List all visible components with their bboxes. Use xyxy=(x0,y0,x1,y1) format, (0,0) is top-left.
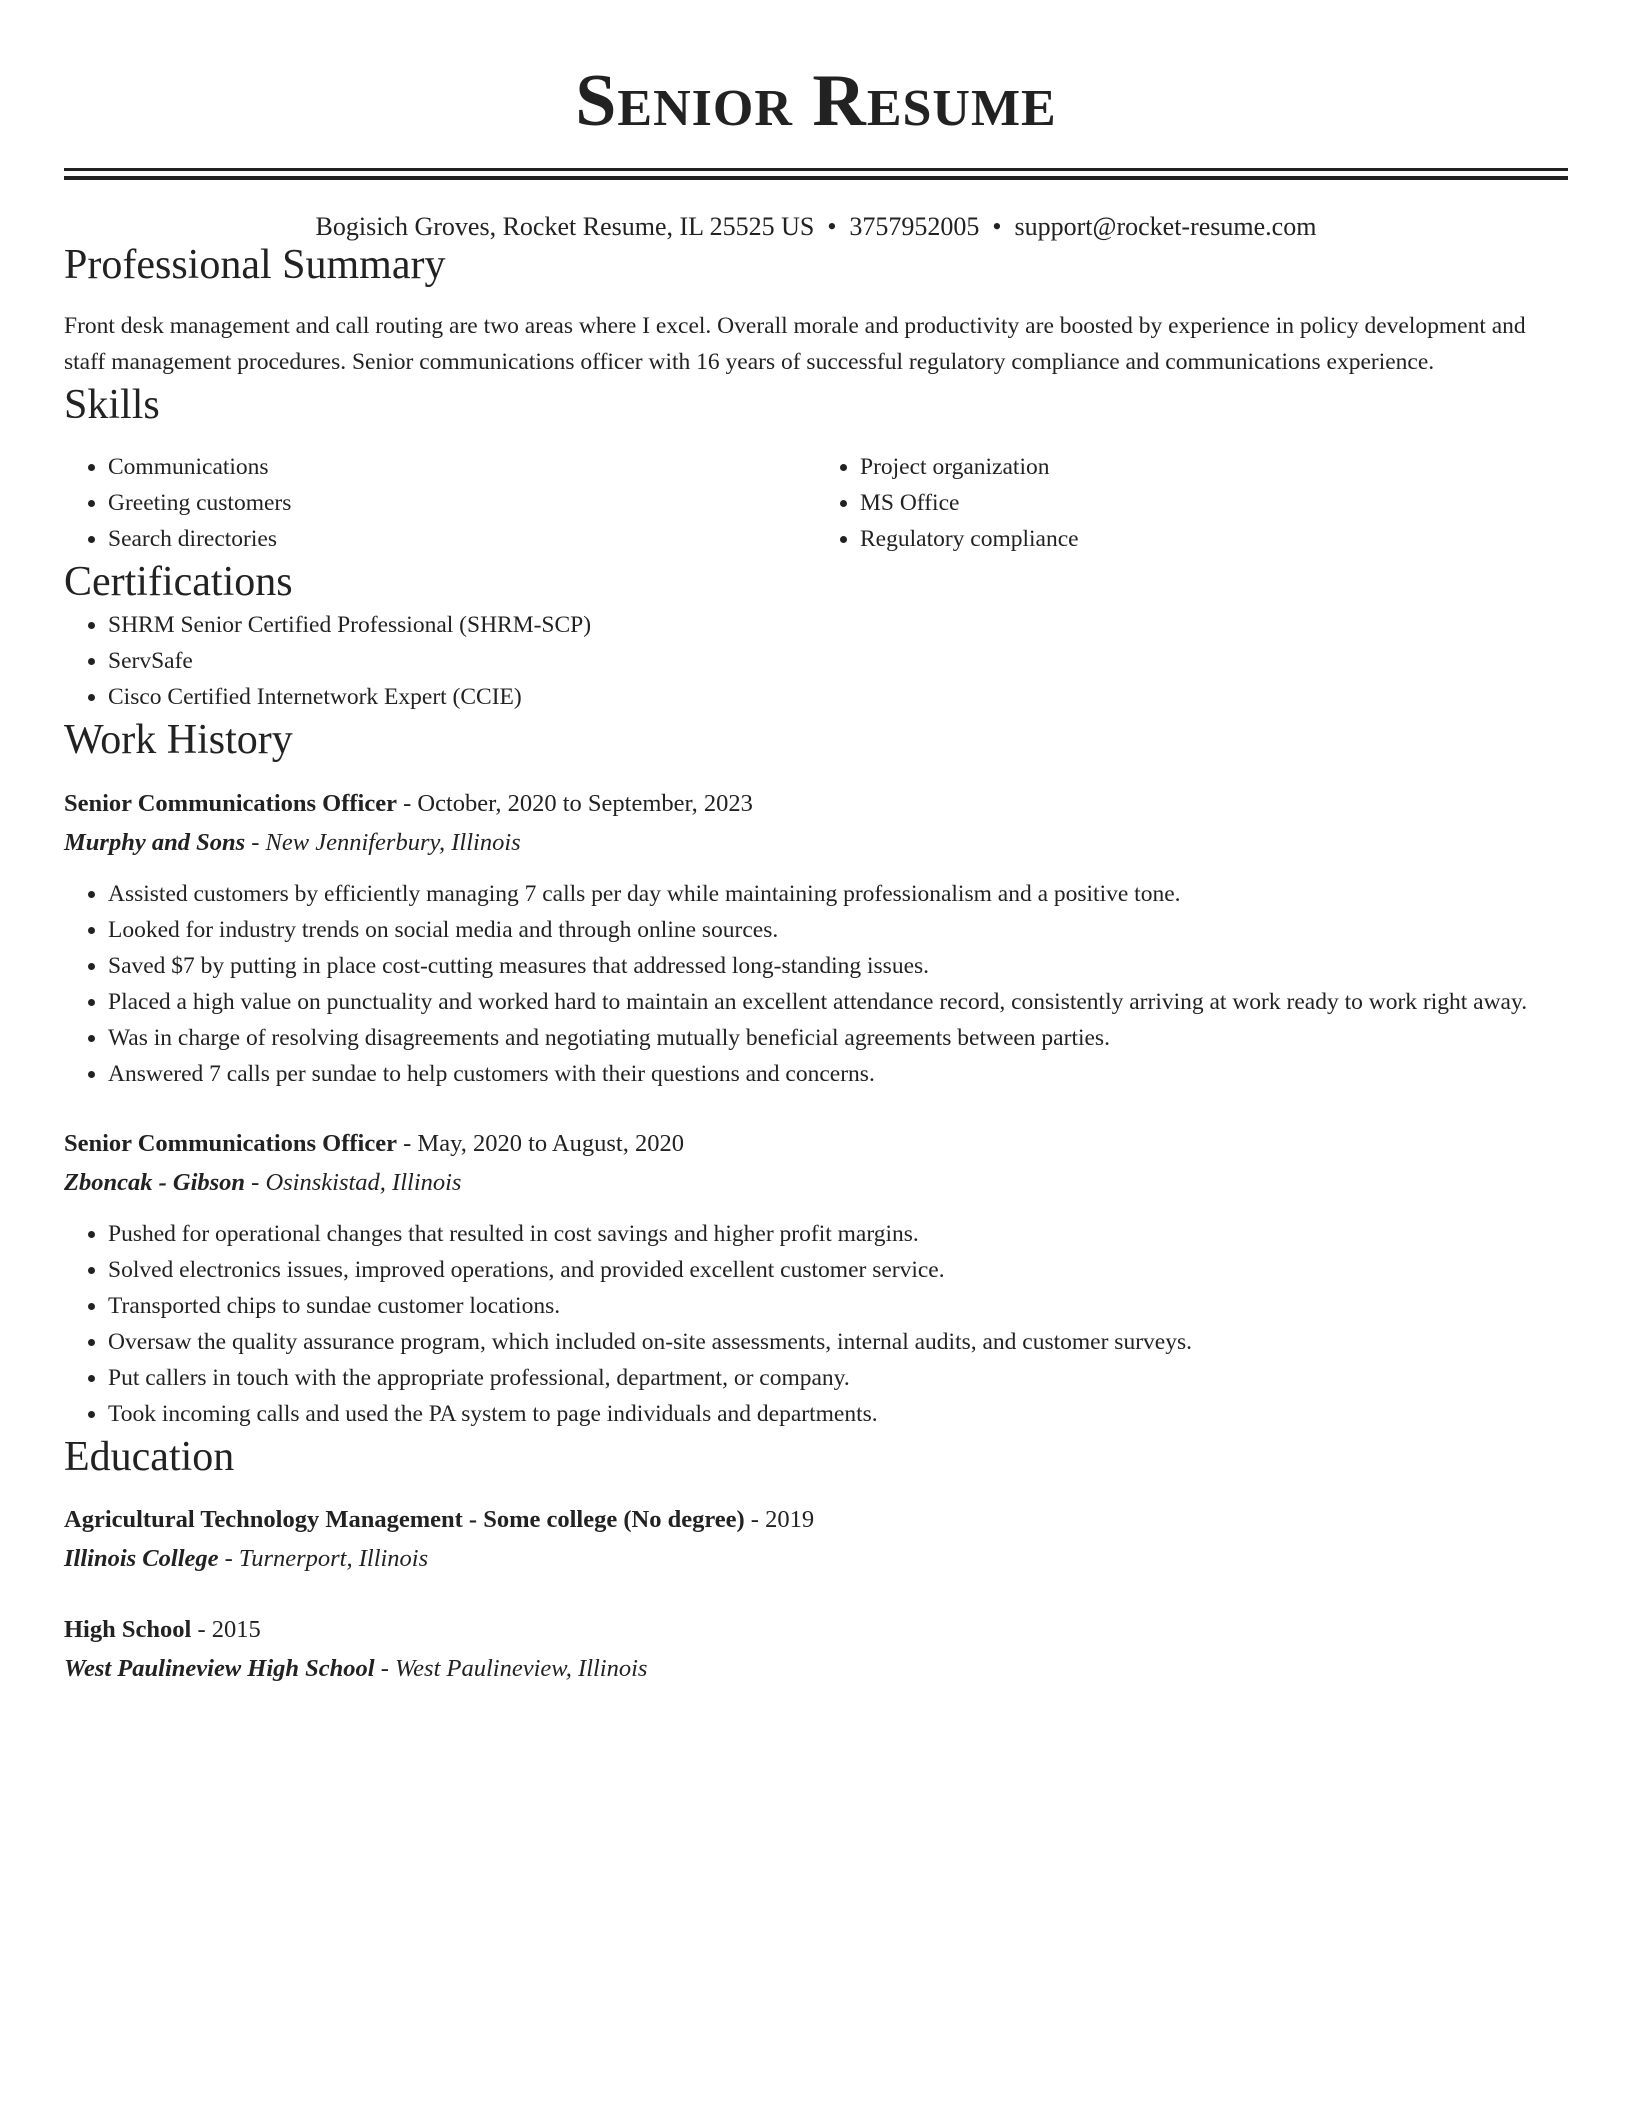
job-duty: • Pushed for operational changes that resulted in cost savings and higher profit margins. xyxy=(108,1216,1568,1252)
job-location: - New Jenniferbury, Illinois xyxy=(245,828,521,856)
job-employer-line xyxy=(64,1164,1568,1202)
job-duty: • Answered 7 calls per sundae to help customers with their questions and concerns. xyxy=(108,1056,1568,1092)
job-duty: • Was in charge of resolving disagreements and negotiating mutually beneficial agreements between parties. xyxy=(108,1020,1568,1056)
contact-separator: • xyxy=(827,212,837,241)
skill-item: • Project organization xyxy=(860,449,1568,485)
job-entry xyxy=(64,1124,1568,1432)
job-duty: • Took incoming calls and used the PA system to page individuals and departments. xyxy=(108,1396,1568,1432)
education-school-line xyxy=(64,1650,1568,1688)
summary-heading: Professional Summary xyxy=(64,242,446,288)
certification-item: • SHRM Senior Certified Professional (SHRM-SCP) xyxy=(108,607,1568,643)
job-duty: • Transported chips to sundae customer locations. xyxy=(108,1288,1568,1324)
job-duty: • Saved $7 by putting in place cost-cutting measures that addressed long-standing issues. xyxy=(108,948,1568,984)
job-duty: • Solved electronics issues, improved operations, and provided excellent customer service. xyxy=(108,1252,1568,1288)
job-company: Zboncak - Gibson xyxy=(64,1168,246,1196)
contact-separator: • xyxy=(992,212,1002,241)
education-location: - West Paulineview, Illinois xyxy=(374,1654,648,1682)
work-history-heading: Work History xyxy=(64,717,293,764)
summary-text: Front desk management and call routing are two areas where I excel. Overall morale and productivity are boosted by experience in policy development and staff management procedures. Senior communications officer with 16 years of successful regulatory compliance and communications experience. xyxy=(64,313,1526,376)
skills-list xyxy=(64,449,1568,557)
education-school-line xyxy=(64,1540,1568,1578)
job-title-line xyxy=(64,784,1568,824)
education-location: - Turnerport, Illinois xyxy=(218,1544,429,1572)
certification-item: • Cisco Certified Internetwork Expert (CCIE) xyxy=(108,679,1568,715)
education-heading: Education xyxy=(64,1433,235,1480)
job-company: Murphy and Sons xyxy=(64,828,246,856)
skill-item: • Regulatory compliance xyxy=(860,521,1568,557)
job-duty: • Assisted customers by efficiently managing 7 calls per day while maintaining professionalism and a positive tone. xyxy=(108,876,1568,912)
certification-item: • ServSafe xyxy=(108,643,1568,679)
contact-email: support@rocket-resume.com xyxy=(1014,212,1317,241)
job-duty: • Looked for industry trends on social media and through online sources. xyxy=(108,912,1568,948)
job-title: Senior Communications Officer xyxy=(64,1129,397,1157)
job-dates: - October, 2020 to September, 2023 xyxy=(397,789,753,817)
skills-column-left xyxy=(64,449,816,557)
job-title-line xyxy=(64,1124,1568,1164)
education-degree: High School xyxy=(64,1615,192,1643)
job-employer-line xyxy=(64,824,1568,862)
skills-column-right xyxy=(816,449,1568,557)
education-school: Illinois College xyxy=(64,1544,219,1572)
education-degree-line xyxy=(64,1610,1568,1650)
education-year: - 2019 xyxy=(744,1505,815,1533)
education-year: - 2015 xyxy=(191,1615,261,1643)
certifications-heading: Certifications xyxy=(64,558,293,605)
job-entry xyxy=(64,784,1568,1092)
education-degree: Agricultural Technology Management - Some college (No degree) xyxy=(64,1505,745,1533)
job-duty: • Put callers in touch with the appropriate professional, department, or company. xyxy=(108,1360,1568,1396)
job-location: - Osinskistad, Illinois xyxy=(245,1168,462,1196)
skill-item: • Communications xyxy=(108,449,816,485)
education-degree-line xyxy=(64,1500,1568,1540)
job-dates: - May, 2020 to August, 2020 xyxy=(397,1129,684,1157)
skills-heading: Skills xyxy=(64,382,160,429)
contact-line xyxy=(64,214,1568,240)
job-duties xyxy=(64,876,1568,1092)
skill-item: • Search directories xyxy=(108,521,816,557)
skill-item: • Greeting customers xyxy=(108,485,816,521)
certifications-list xyxy=(64,607,1568,715)
job-title: Senior Communications Officer xyxy=(64,789,397,817)
title-divider xyxy=(64,168,1568,180)
contact-address: Bogisich Groves, Rocket Resume, IL 25525 US xyxy=(315,212,815,241)
education-entry xyxy=(64,1500,1568,1578)
contact-phone: 3757952005 xyxy=(849,212,980,241)
skill-item: • MS Office xyxy=(860,485,1568,521)
job-duties xyxy=(64,1216,1568,1432)
education-entry xyxy=(64,1610,1568,1688)
job-duty: • Placed a high value on punctuality and worked hard to maintain an excellent attendance record, consistently arriving at work ready to work right away. xyxy=(108,984,1568,1020)
resume-title: Senior Resume xyxy=(575,60,1057,142)
education-school: West Paulineview High School xyxy=(64,1654,375,1682)
job-duty: • Oversaw the quality assurance program, which included on-site assessments, internal audits, and customer surveys. xyxy=(108,1324,1568,1360)
